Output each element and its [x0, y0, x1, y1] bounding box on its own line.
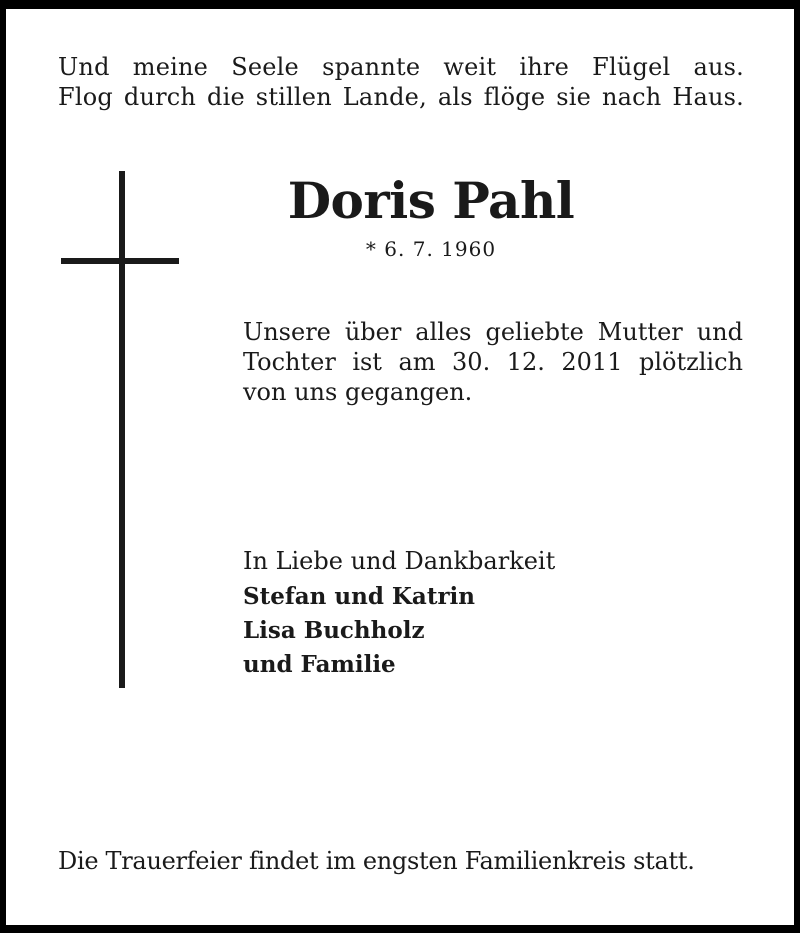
mourner-name: Lisa Buchholz [243, 617, 425, 644]
cross-vertical-bar [119, 171, 125, 688]
funeral-note: Die Trauerfeier findet im engsten Familienkreis statt. [58, 847, 695, 875]
birth-date: * 6. 7. 1960 [365, 237, 497, 261]
message-line-3: von uns gegangen. [243, 378, 473, 406]
verse-line-2: Flog durch die stillen Lande, als flöge sie nach Haus. [58, 83, 744, 111]
deceased-name: Doris Pahl [287, 171, 575, 230]
cross-horizontal-bar [61, 258, 179, 264]
message-line-2: Tochter ist am 30. 12. 2011 plötzlich [243, 348, 743, 376]
signature-intro: In Liebe und Dankbarkeit [243, 547, 556, 575]
message-line-1: Unsere über alles geliebte Mutter und [243, 318, 743, 346]
obituary-notice [6, 9, 794, 925]
mourner-name: Stefan und Katrin [243, 583, 476, 610]
mourner-name: und Familie [243, 651, 396, 678]
verse-line-1: Und meine Seele spannte weit ihre Flügel aus. [58, 53, 744, 81]
